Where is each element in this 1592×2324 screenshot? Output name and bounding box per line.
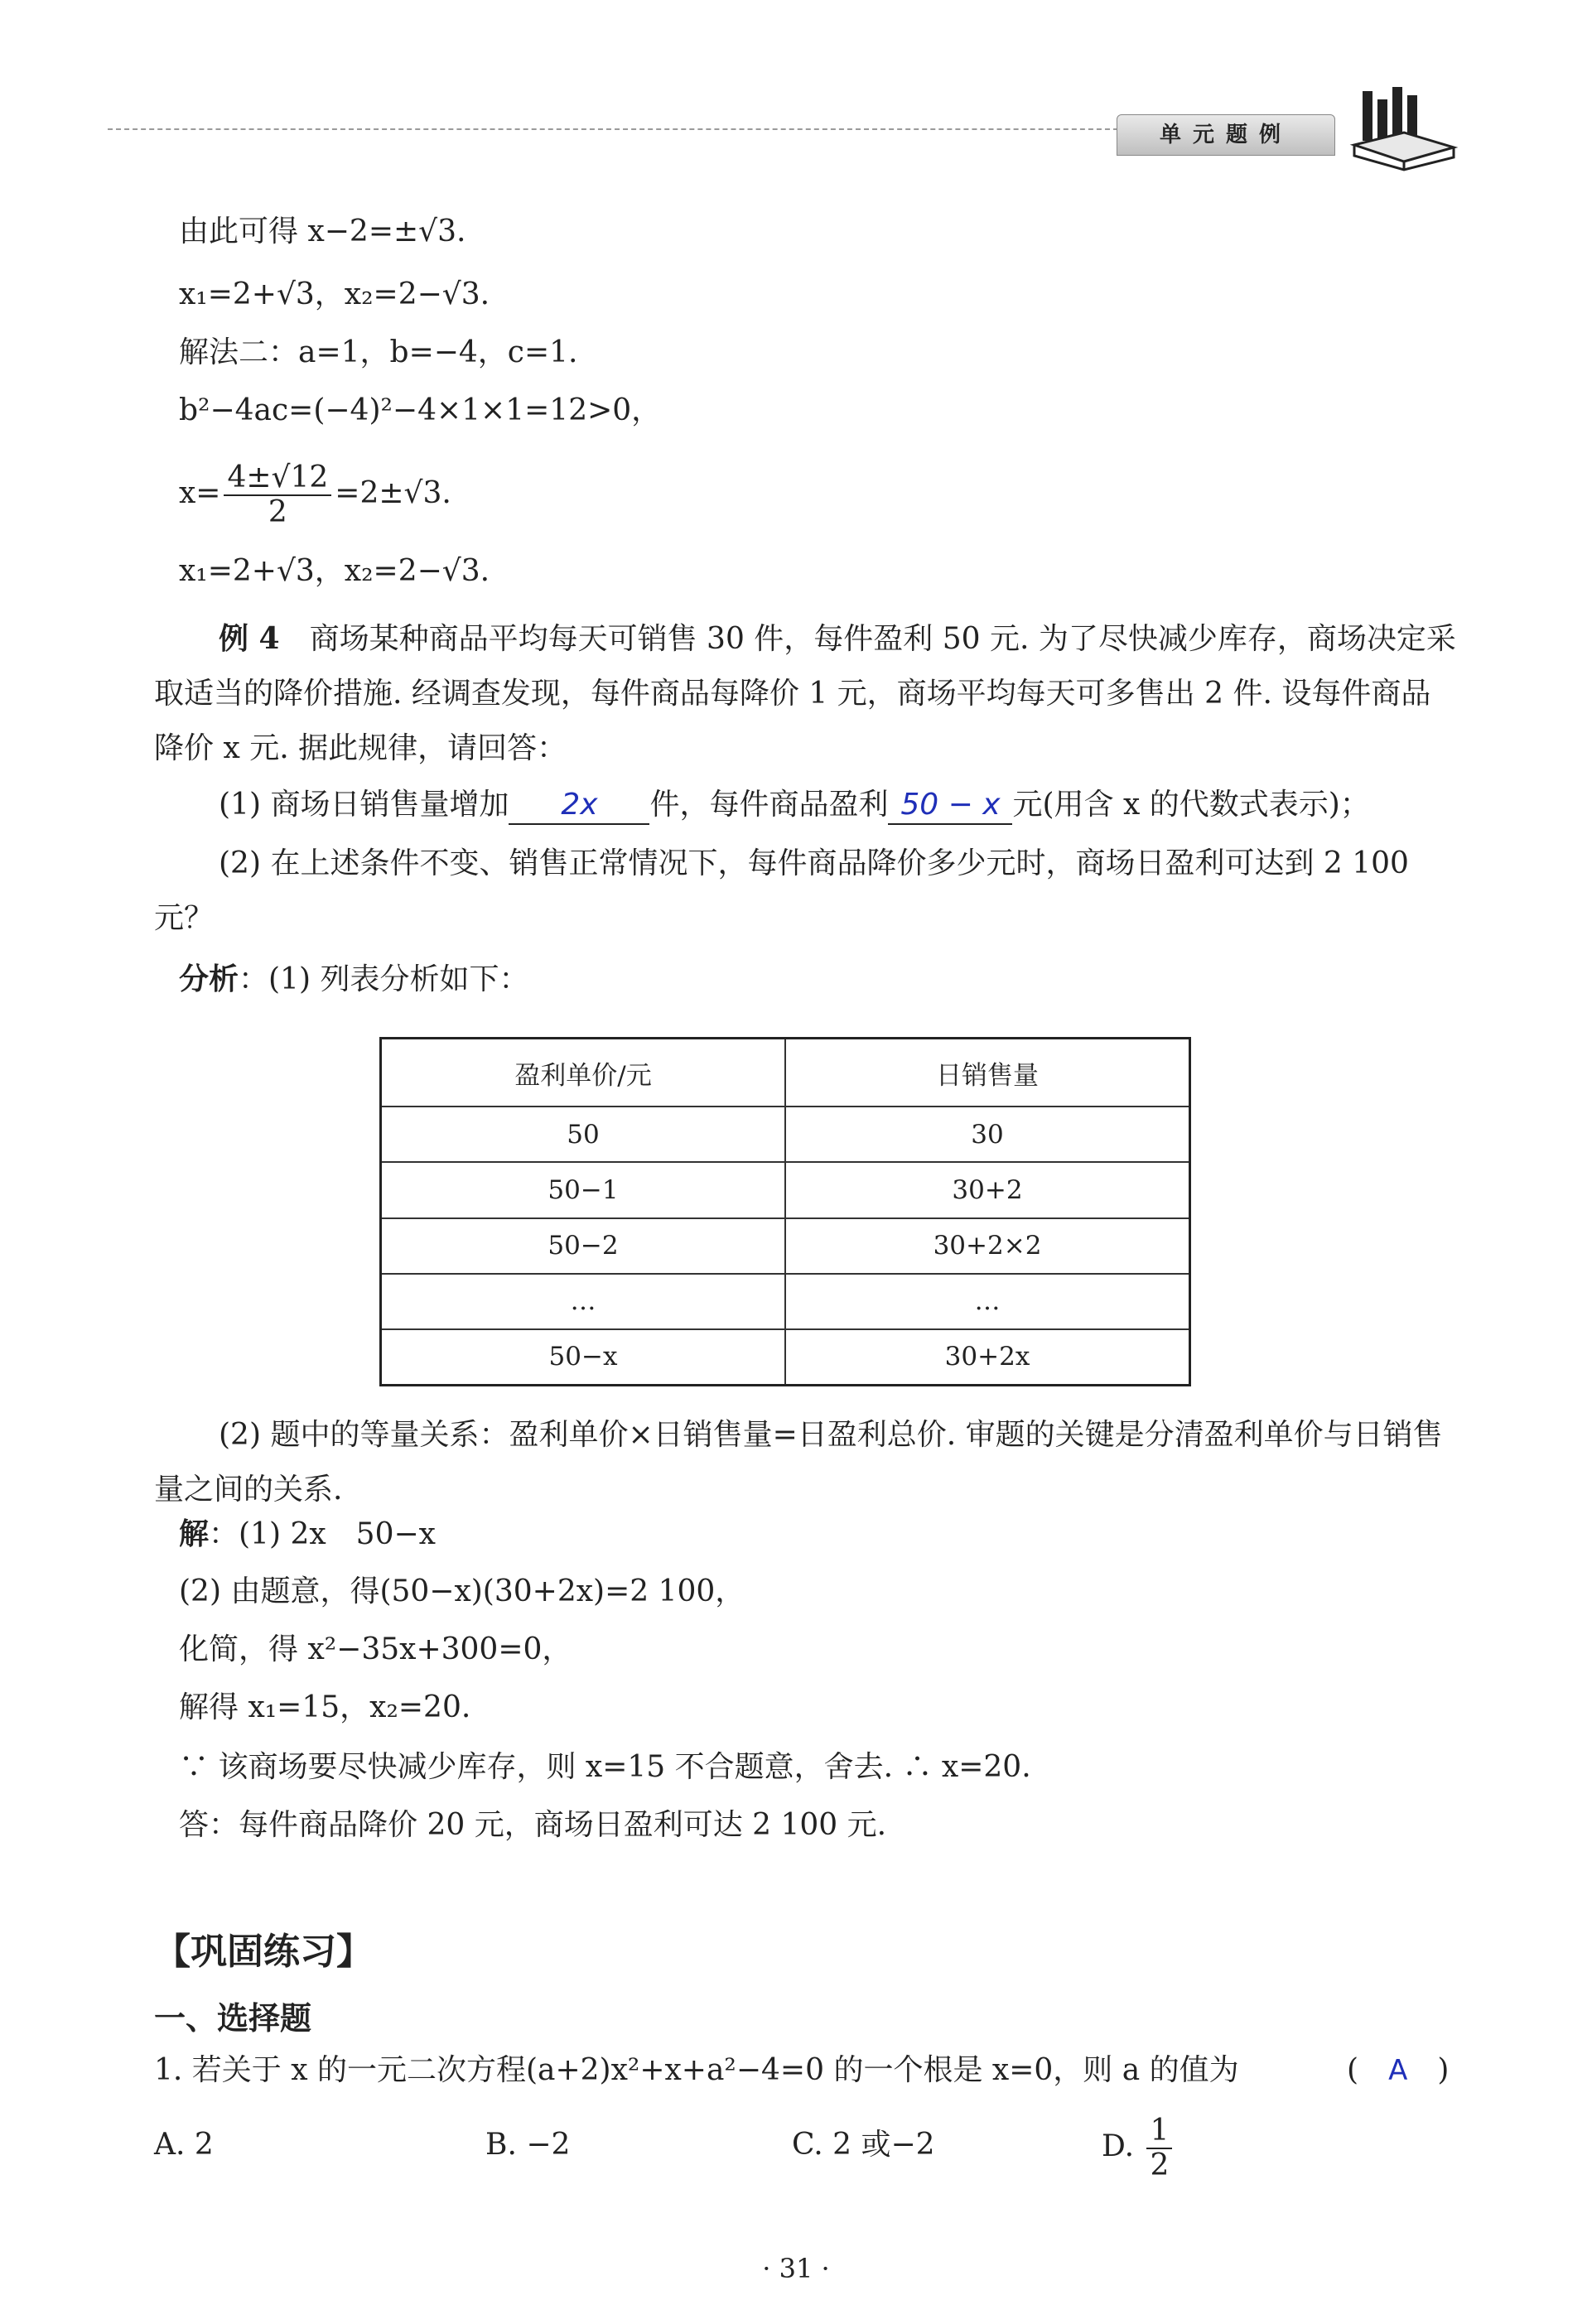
option-d — [1102, 2110, 1175, 2183]
table-cell: 50 — [381, 1107, 786, 1162]
choice-answer: A — [1388, 2054, 1408, 2087]
paren-close: ) — [1437, 2053, 1450, 2087]
fraction — [1146, 2114, 1172, 2182]
question-1 — [219, 787, 1370, 825]
analysis-table — [379, 1037, 1191, 1386]
analysis-label: 分析 — [179, 962, 239, 996]
question-2: (2) 在上述条件不变、销售正常情况下，每件商品降价多少元时，商场日盈利可达到 2 100元？ — [154, 846, 1409, 935]
fraction-numerator: 4±√12 — [224, 461, 331, 496]
solution-line: 解法二：a=1，b=−4，c=1. — [179, 335, 578, 369]
option-a: A. 2 — [154, 2128, 214, 2162]
solution-line: 答：每件商品降价 20 元，商场日盈利可达 2 100 元. — [179, 1808, 887, 1842]
table-cell: 50−x — [381, 1329, 786, 1386]
table-row — [381, 1329, 1190, 1386]
formula-line — [179, 454, 451, 533]
analysis-text: ：(1) 列表分析如下： — [239, 962, 529, 996]
solution-line: b²−4ac=(−4)²−4×1×1=12>0， — [179, 393, 662, 427]
solution-line: (2) 由题意，得(50−x)(30+2x)=2 100， — [179, 1574, 745, 1608]
choice-question-1: 1. 若关于 x 的一元二次方程(a+2)x²+x+a²−4=0 的一个根是 x=0，则 a 的值为 — [154, 2053, 1239, 2087]
solution-line — [179, 1516, 436, 1553]
table-row — [381, 1274, 1190, 1329]
formula-rhs: =2±√3. — [335, 476, 451, 510]
solution-text: ：(1) 2x 50−x — [209, 1517, 436, 1551]
example-body: 商场某种商品平均每天可销售 30 件，每件盈利 50 元. 为了尽快减少库存，商场决定采取适当的降价措施. 经调查发现，每件商品每降价 1 元，商场平均每天可多售出 2 件. 设每件商品降价 x 元. 据此规律，请回答： — [154, 622, 1456, 765]
answer-blank: 2x — [509, 787, 649, 825]
table-cell: 50−1 — [381, 1162, 786, 1217]
answer-paren — [1347, 2052, 1449, 2089]
table-cell: … — [381, 1274, 786, 1329]
solution-line: x₁=2+√3，x₂=2−√3. — [179, 277, 490, 311]
table-cell: 30+2×2 — [785, 1218, 1190, 1274]
option-b: B. −2 — [485, 2128, 571, 2162]
table-cell: 30+2 — [785, 1162, 1190, 1217]
table-header-row — [381, 1039, 1190, 1107]
option-d-label: D. — [1102, 2129, 1135, 2163]
solution-line: ∵ 该商场要尽快减少库存，则 x=15 不合题意，舍去. ∴ x=20. — [179, 1750, 1031, 1784]
solution-label: 解 — [179, 1516, 210, 1551]
example-4-text — [154, 611, 1459, 776]
solution-line: x₁=2+√3，x₂=2−√3. — [179, 554, 490, 588]
section-heading: 一、选择题 — [154, 2000, 312, 2037]
book-figures-icon — [1338, 83, 1462, 174]
fraction-denominator: 2 — [1150, 2148, 1170, 2182]
table-header: 盈利单价/元 — [381, 1039, 786, 1107]
solution-line: 由此可得 x−2=±√3. — [179, 215, 466, 248]
formula-lhs: x= — [179, 476, 221, 510]
solution-line: 解得 x₁=15，x₂=20. — [179, 1690, 471, 1724]
table-row — [381, 1218, 1190, 1274]
paren-open: ( — [1347, 2053, 1359, 2087]
practice-title: 【巩固练习】 — [154, 1931, 373, 1973]
table-cell: 50−2 — [381, 1218, 786, 1274]
header-rule — [108, 128, 1118, 137]
table-cell: 30 — [785, 1107, 1190, 1162]
table-cell: 30+2x — [785, 1329, 1190, 1386]
q1-text: 元(用含 x 的代数式表示)； — [1012, 788, 1370, 822]
solution-line: 化简，得 x²−35x+300=0， — [179, 1632, 572, 1666]
page-number: · 31 · — [762, 2253, 830, 2284]
analysis-intro — [179, 961, 528, 998]
q1-text: 件，每件商品盈利 — [649, 788, 889, 822]
table-row — [381, 1107, 1190, 1162]
table-header: 日销售量 — [785, 1039, 1190, 1107]
q1-text: (1) 商场日销售量增加 — [219, 788, 509, 822]
fraction — [224, 461, 331, 529]
table-row — [381, 1162, 1190, 1217]
section-tab: 单元题例 — [1117, 114, 1335, 156]
answer-blank: 50 − x — [888, 787, 1012, 825]
table-cell: … — [785, 1274, 1190, 1329]
fraction-numerator: 1 — [1146, 2114, 1172, 2149]
option-c: C. 2 或−2 — [792, 2128, 935, 2162]
fraction-denominator: 2 — [268, 495, 287, 529]
analysis-part2: (2) 题中的等量关系：盈利单价×日销售量=日盈利总价. 审题的关键是分清盈利单价与日销售量之间的关系. — [154, 1418, 1443, 1507]
example-label: 例 4 — [219, 621, 280, 656]
